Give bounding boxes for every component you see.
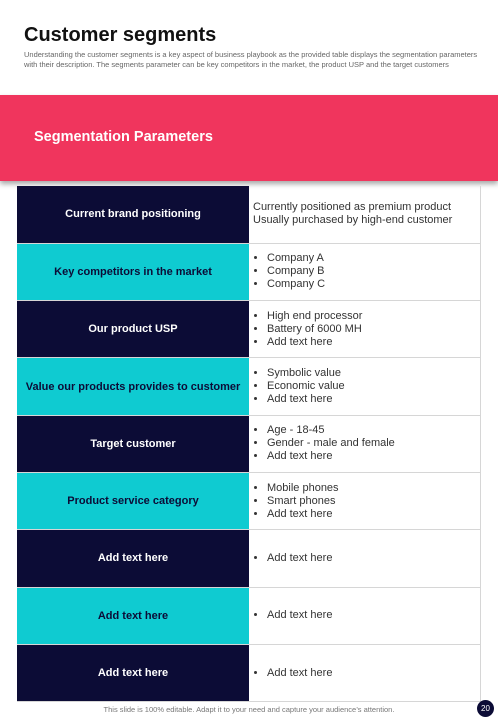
parameter-cell: Key competitors in the market [17,243,249,300]
description-cell [249,415,481,472]
description-bullet: • Gender - male and female [267,437,480,450]
table-row [17,243,481,300]
description-list [253,552,480,565]
parameter-cell: Value our products provides to customer [17,358,249,415]
description-list [253,310,480,349]
description-cell [249,644,481,701]
table-row [17,186,481,243]
description-list [253,424,480,463]
table-row [17,530,481,587]
description-line: Usually purchased by high-end customer [253,214,453,227]
segmentation-table [17,186,481,702]
footer-note: This slide is 100% editable. Adapt it to your need and capture your audience’s attention. [103,705,395,714]
description-list [253,667,480,680]
description-bullet: • Add text here [267,450,480,463]
description-bullet: • Symbolic value [267,367,480,380]
table-row [17,358,481,415]
description-cell [249,358,481,415]
description-bullet: • Mobile phones [267,482,480,495]
description-bullet: • Add text here [267,609,480,622]
parameter-cell: Product service category [17,472,249,529]
description-list [253,252,480,291]
description-bullet: • Age - 18-45 [267,424,480,437]
banner-title: Segmentation Parameters [34,129,213,145]
description-bullet: • High end processor [267,310,480,323]
description-bullet: • Add text here [267,667,480,680]
segmentation-banner [0,95,498,181]
description-bullet: • Company A [267,252,480,265]
description-cell [249,530,481,587]
table-row [17,472,481,529]
description-cell [249,243,481,300]
description-cell [249,186,481,243]
page-subtitle: Understanding the customer segments is a key aspect of business playbook as the provided table displays the segmentation parameters with their description. The segments parameter can be key competitors in the market, the product USP and the target customers [24,50,478,69]
description-cell [249,587,481,644]
table-row [17,301,481,358]
description-line: Currently positioned as premium product [253,201,452,214]
page-number: 20 [477,700,494,717]
description-list [253,367,480,406]
parameter-cell: Add text here [17,587,249,644]
parameter-cell: Target customer [17,415,249,472]
description-bullet: • Economic value [267,380,480,393]
description-bullet: • Add text here [267,508,480,521]
description-bullet: • Battery of 6000 MH [267,323,480,336]
table-row [17,644,481,701]
description-list [253,482,480,521]
description-list [253,609,480,622]
description-bullet: • Smart phones [267,495,480,508]
table-row [17,587,481,644]
parameter-cell: Add text here [17,644,249,701]
parameter-cell: Our product USP [17,301,249,358]
description-cell [249,472,481,529]
description-bullet: • Company C [267,278,480,291]
parameter-cell: Add text here [17,530,249,587]
table-row [17,415,481,472]
description-bullet: • Company B [267,265,480,278]
page-title: Customer segments [24,24,217,46]
description-cell [249,301,481,358]
segmentation-table-body [17,186,481,702]
parameter-cell: Current brand positioning [17,186,249,243]
description-bullet: • Add text here [267,336,480,349]
description-bullet: • Add text here [267,552,480,565]
description-bullet: • Add text here [267,393,480,406]
